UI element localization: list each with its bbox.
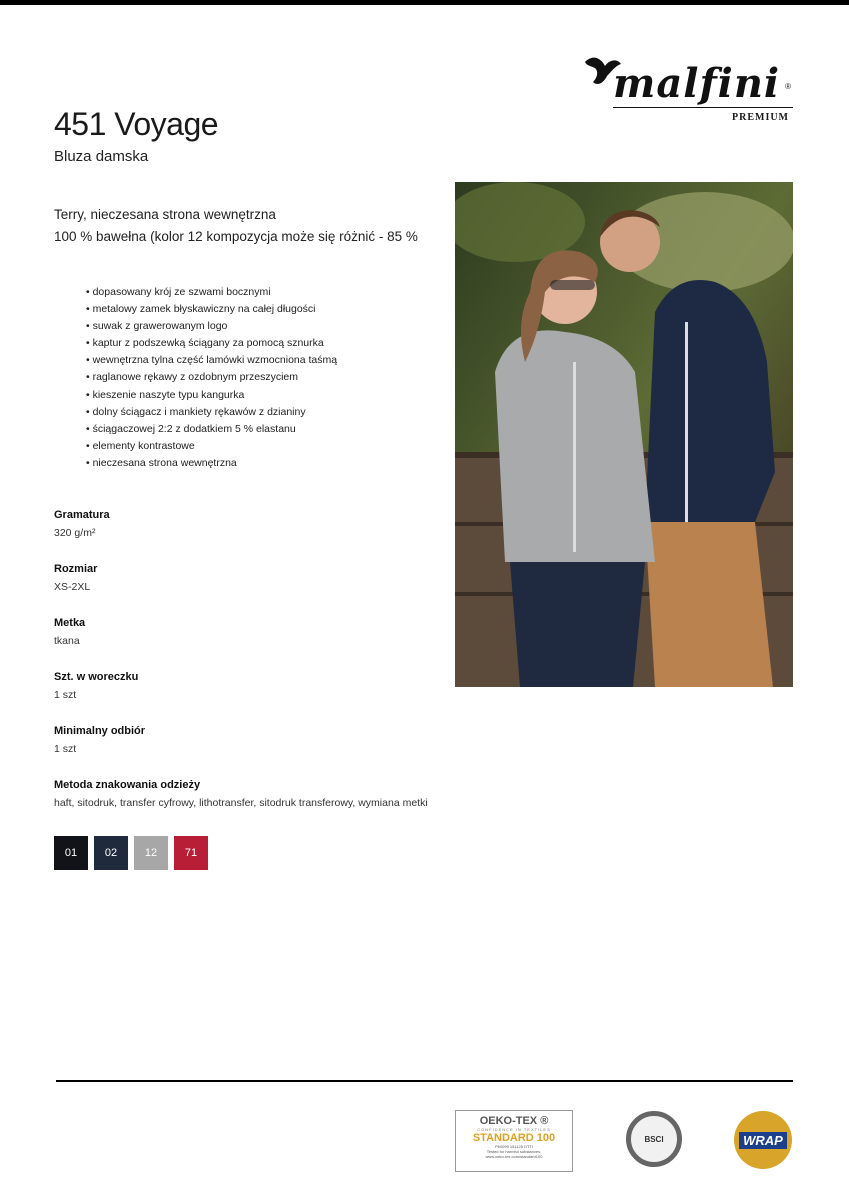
spec-gramatura	[54, 509, 110, 539]
registered-mark: ®	[785, 82, 791, 91]
spec-rozmiar	[54, 563, 97, 593]
spec-znakowanie	[54, 779, 428, 809]
spec-value: tkana	[54, 635, 80, 647]
color-swatch[interactable]: 01	[54, 836, 88, 870]
oeko-number: P60099 151125 DTTI	[495, 1144, 533, 1149]
color-swatch[interactable]: 12	[134, 836, 168, 870]
bsci-badge	[626, 1111, 682, 1167]
spec-odbior	[54, 725, 145, 755]
spec-label: Szt. w woreczku	[54, 671, 139, 683]
oeko-tex-badge	[455, 1110, 573, 1172]
spec-value: 320 g/m²	[54, 527, 96, 539]
spec-value: 1 szt	[54, 743, 77, 755]
product-title: 451 Voyage	[54, 106, 219, 142]
product-subtitle: Bluza damska	[54, 148, 149, 165]
spec-value: 1 szt	[54, 689, 77, 701]
feature-item: • dopasowany krój ze szwami bocznymi	[86, 284, 337, 301]
spec-label: Metoda znakowania odzieży	[54, 779, 201, 791]
footer-rule	[56, 1080, 793, 1082]
feature-item: • nieczesana strona wewnętrzna	[86, 455, 337, 472]
feature-item: • kaptur z podszewką ściągany za pomocą sznurka	[86, 335, 337, 352]
feature-item: • elementy kontrastowe	[86, 438, 337, 455]
spec-label: Gramatura	[54, 509, 110, 521]
spec-label: Metka	[54, 617, 86, 629]
feature-item: • metalowy zamek błyskawiczny na całej długości	[86, 301, 337, 318]
color-swatches	[54, 836, 208, 870]
models-photo-illustration	[455, 182, 793, 687]
oeko-standard: STANDARD 100	[472, 1132, 556, 1144]
spec-value: XS-2XL	[54, 581, 91, 593]
color-swatch[interactable]: 02	[94, 836, 128, 870]
fabric-description	[54, 204, 418, 248]
logo-rule	[613, 107, 793, 108]
malfini-logo	[583, 52, 795, 124]
spec-woreczek	[54, 671, 138, 701]
oeko-line1: Tested for harmful substances.	[486, 1149, 542, 1154]
bsci-label: BSCI	[644, 1134, 664, 1144]
feature-item: • suwak z grawerowanym logo	[86, 318, 337, 335]
spec-value: haft, sitodruk, transfer cyfrowy, lithotransfer, sitodruk transferowy, wymiana metki	[54, 797, 428, 809]
wrap-label: WRAP	[739, 1132, 787, 1149]
feature-list	[86, 284, 337, 472]
fabric-line: Terry, nieczesana strona wewnętrzna	[54, 207, 276, 222]
oeko-name: OEKO-TEX ®	[479, 1115, 549, 1127]
feature-item: • ściągaczowej 2:2 z dodatkiem 5 % elastanu	[86, 421, 337, 438]
oeko-line2: www.oeko-tex.com/standard100	[485, 1154, 543, 1159]
fabric-line: 100 % bawełna (kolor 12 kompozycja może się różnić - 85 %	[54, 229, 418, 244]
oeko-tagline: CONFIDENCE IN TEXTILES	[477, 1127, 551, 1132]
product-photo	[455, 182, 793, 687]
feature-item: • kieszenie naszyte typu kangurka	[86, 387, 337, 404]
spec-label: Rozmiar	[54, 563, 98, 575]
feature-item: • wewnętrzna tylna część lamówki wzmocniona taśmą	[86, 352, 337, 369]
feature-item: • dolny ściągacz i mankiety rękawów z dzianiny	[86, 404, 337, 421]
spec-metka	[54, 617, 85, 647]
color-swatch[interactable]: 71	[174, 836, 208, 870]
brand-wordmark: malfini	[613, 60, 781, 107]
top-border	[0, 0, 849, 5]
wrap-badge	[734, 1111, 792, 1169]
brand-line: PREMIUM	[732, 112, 789, 123]
spec-label: Minimalny odbiór	[54, 725, 146, 737]
feature-item: • raglanowe rękawy z ozdobnym przeszyciem	[86, 369, 337, 386]
